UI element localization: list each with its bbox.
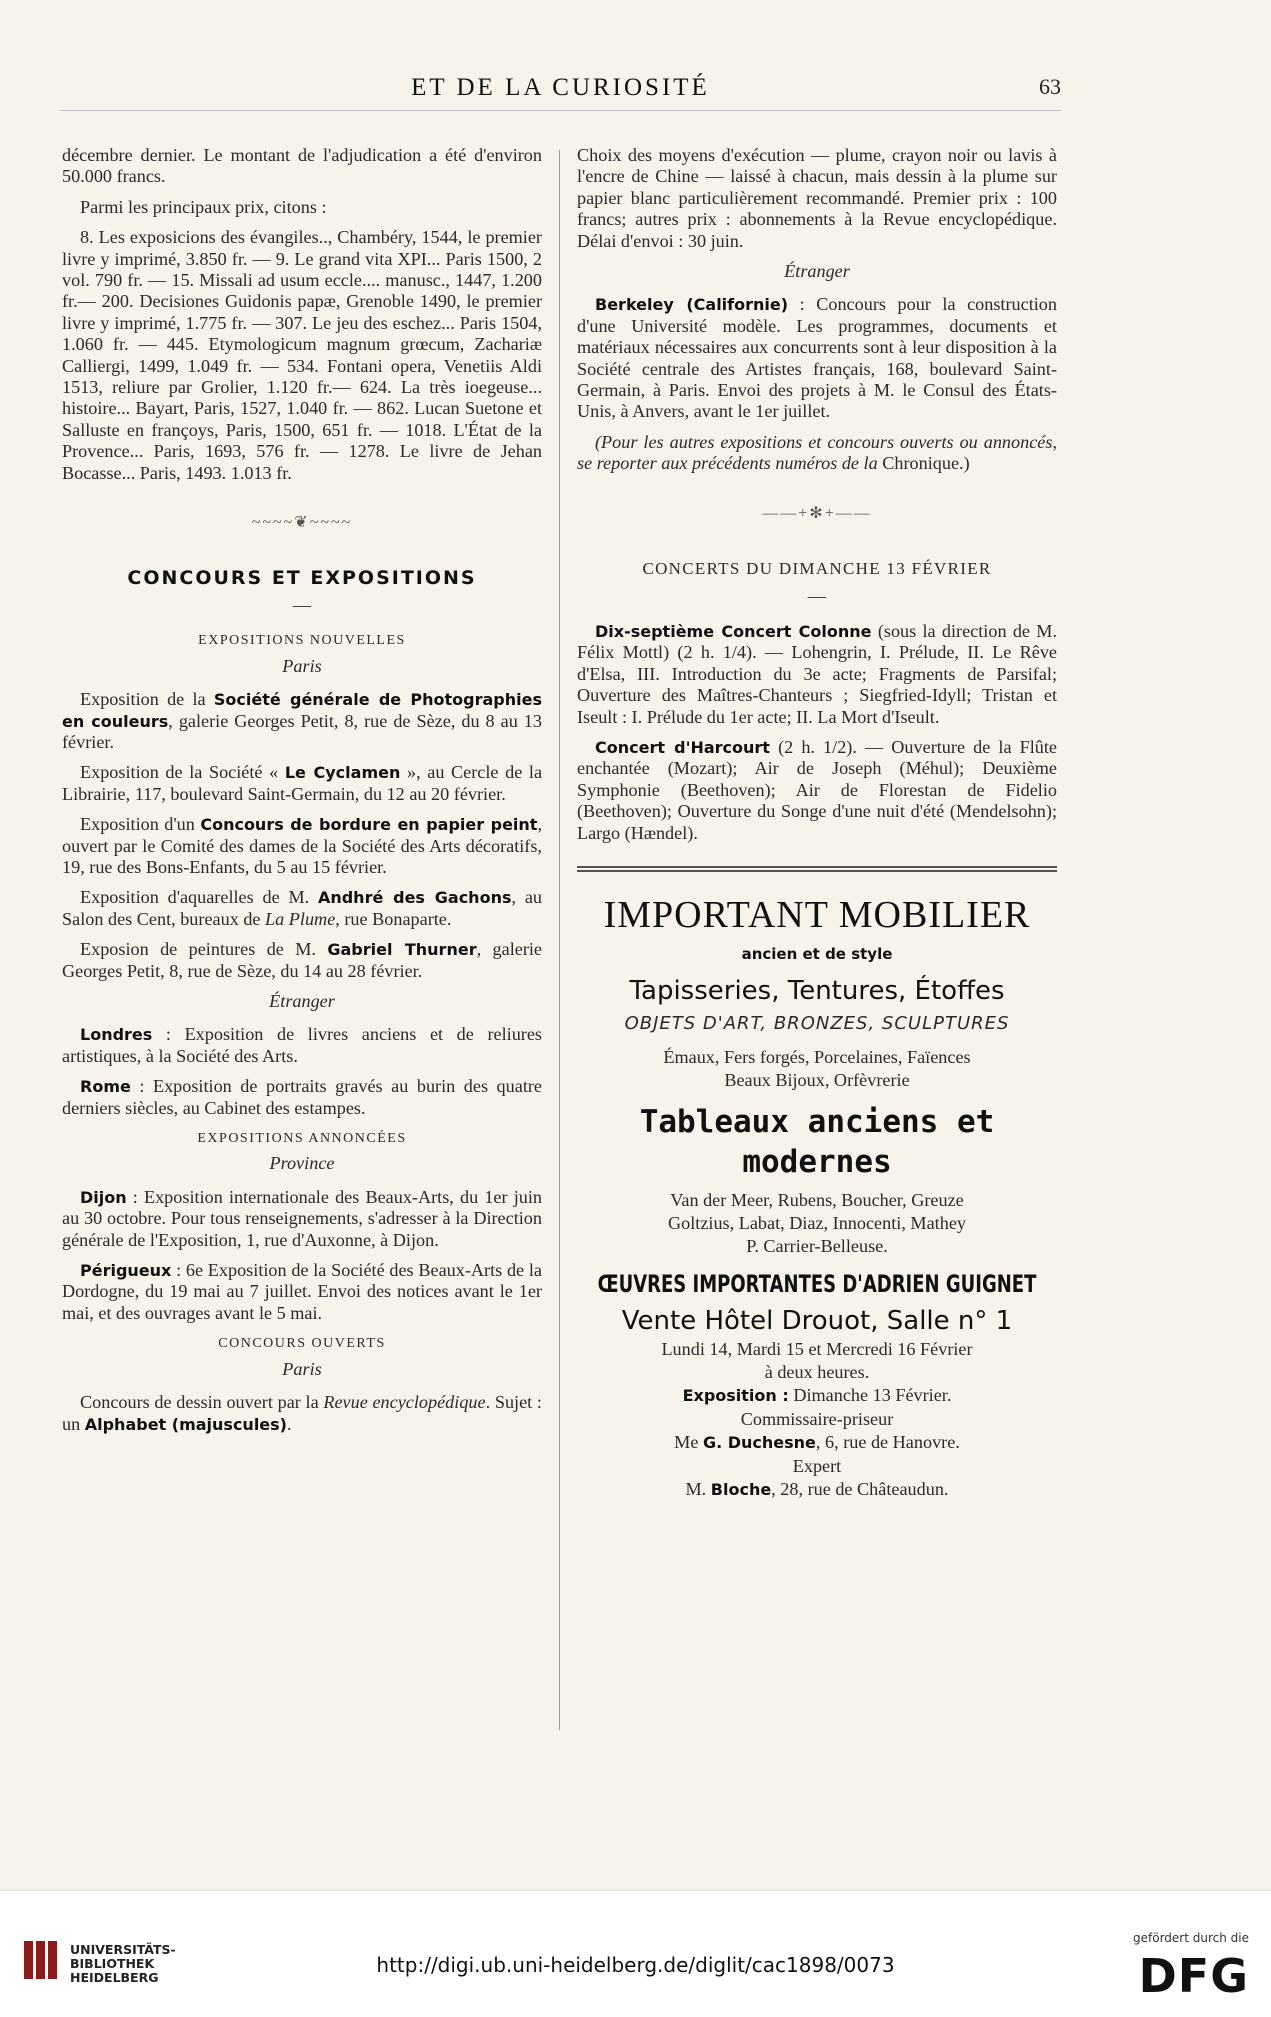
concerts-title: CONCERTS DU DIMANCHE 13 FÉVRIER bbox=[642, 559, 992, 579]
place-heading: Paris bbox=[282, 1358, 322, 1379]
entry: Exposition de la Société « Le Cyclamen », au Cercle de la Librairie, 117, boulevard Saint-Germain, du 12 au 20 février. bbox=[62, 762, 543, 804]
ad-line: M. Bloche, 28, rue de Châteaudun. bbox=[685, 1479, 949, 1500]
place-heading: Paris bbox=[282, 655, 322, 676]
ad-heading: Tableaux anciens et modernes bbox=[639, 1103, 995, 1180]
subsection-title: EXPOSITIONS NOUVELLES bbox=[198, 633, 406, 649]
auction-prices: 8. Les exposicions des évangiles.., Chambéry, 1544, le premier livre y imprimé, 3.850 fr. — 9. Le grand vita XPI... Paris 1500, 2 vol. 790 fr. — 15. Missali ad usum eccle.... manusc., 1447, 1.200 fr.— 200. Decisiones Guidonis papæ, Grenoble 1490, le premier livre y imprimé, 1.775 fr. — 307. Le jeu des eschez... Paris 1504, 1.060 fr. — 445. Etymologicum magnum grœcum, Zachariæ Calliergi, 1499, 1.049 fr. — 534. Fontani opera, Venetiis Aldi 1513, reliure par Grolier, 1.120 fr.— 624. La très ioegeuse... histoire... Bayart, Paris, 1527, 1.040 fr. — 862. Lucan Suetone et Salluste en françoys, Paris, 1500, 651 fr. — 1018. L'État de la Provence... Paris, 1693, 576 fr. — 1278. Le livre de Jehan Bocasse... Paris, 1493. 1.013 fr. bbox=[62, 227, 542, 483]
ad-heading: ŒUVRES IMPORTANTES D'ADRIEN GUIGNET bbox=[597, 1270, 1037, 1299]
ad-line: Van der Meer, Rubens, Boucher, Greuze bbox=[670, 1189, 964, 1210]
entry: Concours de dessin ouvert par la Revue encyclopédique. Sujet : un Alphabet (majuscules). bbox=[62, 1392, 542, 1434]
ornament-divider: ~~~~❦~~~~ bbox=[251, 514, 353, 532]
paragraph: Parmi les principaux prix, citons : bbox=[80, 196, 327, 217]
entry: Rome : Exposition de portraits gravés au burin des quatre derniers siècles, au Cabinet des estampes. bbox=[62, 1076, 542, 1118]
entry: Londres : Exposition de livres anciens et de reliures artistiques, à la Société des Arts. bbox=[62, 1024, 542, 1066]
ad-line: Goltzius, Labat, Diaz, Innocenti, Mathey bbox=[668, 1213, 966, 1233]
running-title: ET DE LA CURIOSITÉ bbox=[411, 74, 710, 101]
ornament-divider: ——+✻+—— bbox=[762, 504, 872, 522]
concert-entry: Dix-septième Concert Colonne (sous la direction de M. Félix Mottl) (2 h. 1/4). — Lohengrin, I. Prélude, II. Le Rêve d'Elsa, III. Introduction du 3e acte; Fragments de Parsifal; Ouverture des Maîtres-Chanteurs ; Siegfried-Idyll; Tristan et Iseult : I. Prélude du 1er acte; II. La Mort d'Iseult. bbox=[577, 620, 1058, 727]
column-divider bbox=[559, 150, 560, 1730]
ad-heading: Tapisseries, Tentures, Étoffes bbox=[629, 976, 1005, 1007]
ad-subtitle: ancien et de style bbox=[741, 944, 893, 963]
dash: — bbox=[807, 585, 827, 606]
entry: Périgueux : 6e Exposition de la Société des Beaux-Arts de la Dordogne, du 19 mai au 7 juillet. Envoi des notices avant le 1er mai, et des ouvrages avant le 5 mai. bbox=[62, 1260, 542, 1323]
page-number: 63 bbox=[1039, 74, 1061, 99]
subsection-title: EXPOSITIONS ANNONCÉES bbox=[197, 1131, 407, 1147]
entry: Exposition d'aquarelles de M. Andhré des Gachons, au Salon des Cent, bureaux de La Plume, rue Bonaparte. bbox=[62, 887, 542, 929]
entry: Exposion de peintures de M. Gabriel Thurner, galerie Georges Petit, 8, rue de Sèze, du 14 au 28 février. bbox=[62, 939, 542, 981]
ad-line: Me G. Duchesne, 6, rue de Hanovre. bbox=[674, 1432, 960, 1453]
entry: Berkeley (Californie) : Concours pour la construction d'une Université modèle. Les programmes, documents et matériaux nécessaires aux concurrents sont à leur disposition à la Société centrale des Artistes français, 168, boulevard Saint-Germain, à Paris. Envoi des projets à M. le Consul des États-Unis, à Anvers, avant le 1er juillet. bbox=[577, 294, 1057, 422]
concert-entry: Concert d'Harcourt (2 h. 1/2). — Ouverture de la Flûte enchantée (Mozart); Air de Joseph (Méhul); Deuxième Symphonie (Beethoven); Air de Florestan de Fidelio (Beethoven); Ouverture du Songe d'une nuit d'été (Mendelsohn); Largo (Hændel). bbox=[577, 736, 1058, 843]
viewer-footer bbox=[0, 1890, 1271, 2017]
paragraph: Choix des moyens d'exécution — plume, crayon noir ou lavis à l'encre de Chine — laissé à chacun, mais dessin à la plume sur papier blanc particulièrement recommandé. Premier prix : 100 francs; autres prix : abonnements à la Revue encyclopédique. Délai d'envoi : 30 juin. bbox=[577, 145, 1057, 251]
place-heading: Étranger bbox=[784, 261, 850, 282]
university-logo-text: UNIVERSITÄTS- BIBLIOTHEK HEIDELBERG bbox=[70, 1942, 176, 1985]
subsection-title: CONCOURS OUVERTS bbox=[218, 1336, 386, 1352]
note: (Pour les autres expositions et concours ouverts ou annoncés, se reporter aux précédents numéros de la Chronique.) bbox=[577, 431, 1057, 474]
ad-title: IMPORTANT MOBILIER bbox=[603, 893, 1031, 936]
dfg-logo: DFG bbox=[1138, 1949, 1249, 2003]
ad-heading: OBJETS D'ART, BRONZES, SCULPTURES bbox=[624, 1013, 1010, 1035]
dfg-note: gefördert durch die bbox=[1133, 1931, 1249, 1945]
running-header bbox=[60, 70, 1061, 111]
section-title: CONCOURS ET EXPOSITIONS bbox=[127, 566, 477, 589]
ad-line: Exposition : Dimanche 13 Février. bbox=[682, 1385, 952, 1406]
place-heading: Province bbox=[269, 1153, 335, 1174]
ad-line: Émaux, Fers forgés, Porcelaines, Faïences bbox=[663, 1046, 971, 1067]
ad-line: P. Carrier-Belleuse. bbox=[746, 1236, 888, 1257]
entry: Exposition de la Société générale de Photographies en couleurs, galerie Georges Petit, 8, rue de Sèze, du 8 au 13 février. bbox=[62, 689, 543, 752]
left-column bbox=[62, 145, 542, 1444]
entry: Dijon : Exposition internationale des Beaux-Arts, du 1er juin au 30 octobre. Pour tous renseignements, s'adresser à la Direction générale de l'Exposition, 1, rue d'Auxonne, à Dijon. bbox=[62, 1186, 542, 1250]
source-url-link[interactable]: http://digi.ub.uni-heidelberg.de/diglit/cac1898/0073 bbox=[376, 1953, 895, 1977]
ad-line: Lundi 14, Mardi 15 et Mercredi 16 Février bbox=[661, 1338, 973, 1359]
place-heading: Étranger bbox=[269, 991, 335, 1011]
entry: Exposition d'un Concours de bordure en papier peint, ouvert par le Comité des dames de la Société des Arts décoratifs, 19, rue des Bons-Enfants, du 5 au 15 février. bbox=[62, 814, 543, 877]
dash: — bbox=[292, 594, 312, 615]
paragraph: décembre dernier. Le montant de l'adjudication a été d'environ 50.000 francs. bbox=[62, 145, 542, 187]
ad-line: Beaux Bijoux, Orfèvrerie bbox=[724, 1070, 910, 1091]
ad-line: Expert bbox=[792, 1455, 842, 1476]
ad-line: Commissaire-priseur bbox=[740, 1408, 894, 1429]
advertisement bbox=[577, 866, 1057, 1501]
right-column bbox=[577, 145, 1057, 1502]
ad-line: à deux heures. bbox=[764, 1362, 870, 1383]
ad-heading: Vente Hôtel Drouot, Salle n° 1 bbox=[621, 1306, 1013, 1337]
